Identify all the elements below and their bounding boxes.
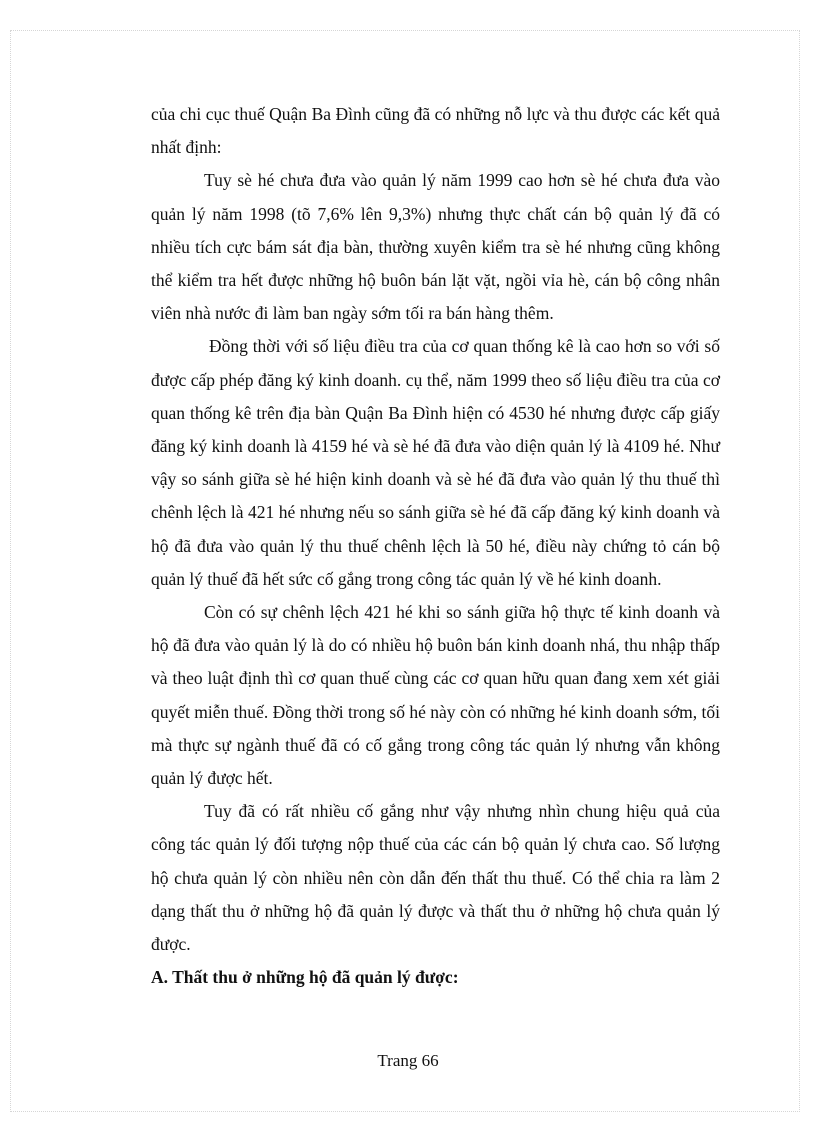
paragraph-1: của chi cục thuế Quận Ba Đình cũng đã có những nỗ lực và thu được các kết quả nhất định: [151, 104, 720, 158]
page-number: Trang 66 [377, 1051, 439, 1070]
document-body [151, 98, 720, 994]
paragraph-5: Tuy đã có rất nhiều cố gắng như vậy nhưng nhìn chung hiệu quả của công tác quản lý đối tượng nộp thuế của các cán bộ quản lý chưa cao. Số lượng hộ chưa quản lý còn nhiều nên còn dẫn đến thất thu thuế. Có thể chia ra làm 2 dạng thất thu ở những hộ đã quản lý được và thất thu ở những hộ chưa quản lý được. [151, 801, 720, 955]
paragraph-4: Còn có sự chênh lệch 421 hé khi so sánh giữa hộ thực tế kinh doanh và hộ đã đưa vào quản lý là do có nhiều hộ buôn bán kinh doanh nhá, thu nhập thấp và theo luật định thì cơ quan thuế cùng các cơ quan hữu quan đang xem xét giải quyết miễn thuế. Đồng thời trong số hé này còn có những hé kinh doanh sớm, tối mà thực sự ngành thuế đã có cố gắng trong công tác quản lý nhưng vẫn không quản lý được hết. [151, 602, 720, 789]
section-heading: A. Thất thu ở những hộ đã quản lý được: [151, 967, 459, 988]
paragraph-2: Tuy sè hé chưa đưa vào quản lý năm 1999 cao hơn sè hé chưa đưa vào quản lý năm 1998 (tõ 7,6% lên 9,3%) nhưng thực chất cán bộ quản lý đã có nhiều tích cực bám sát địa bàn, thường xuyên kiểm tra sè hé nhưng cũng không thể kiểm tra hết được những hộ buôn bán lặt vặt, ngồi vỉa hè, cán bộ công nhân viên nhà nước đi làm ban ngày sớm tối ra bán hàng thêm. [151, 170, 720, 324]
paragraph-3: Đồng thời với số liệu điều tra của cơ quan thống kê là cao hơn so với số được cấp phép đăng ký kinh doanh. cụ thể, năm 1999 theo số liệu điều tra của cơ quan thống kê trên địa bàn Quận Ba Đình hiện có 4530 hé nhưng được cấp giấy đăng ký kinh doanh là 4159 hé và sè hé đã đưa vào diện quản lý là 4109 hé. Như vậy so sánh giữa sè hé hiện kinh doanh và sè hé đã đưa vào quản lý thu thuế thì chênh lệch là 421 hé nhưng nếu so sánh giữa sè hé đã cấp đăng ký kinh doanh và hộ đã đưa vào quản lý thu thuế chênh lệch là 50 hé, điều này chứng tỏ cán bộ quản lý thuế đã hết sức cố gắng trong công tác quản lý về hé kinh doanh. [151, 336, 720, 589]
